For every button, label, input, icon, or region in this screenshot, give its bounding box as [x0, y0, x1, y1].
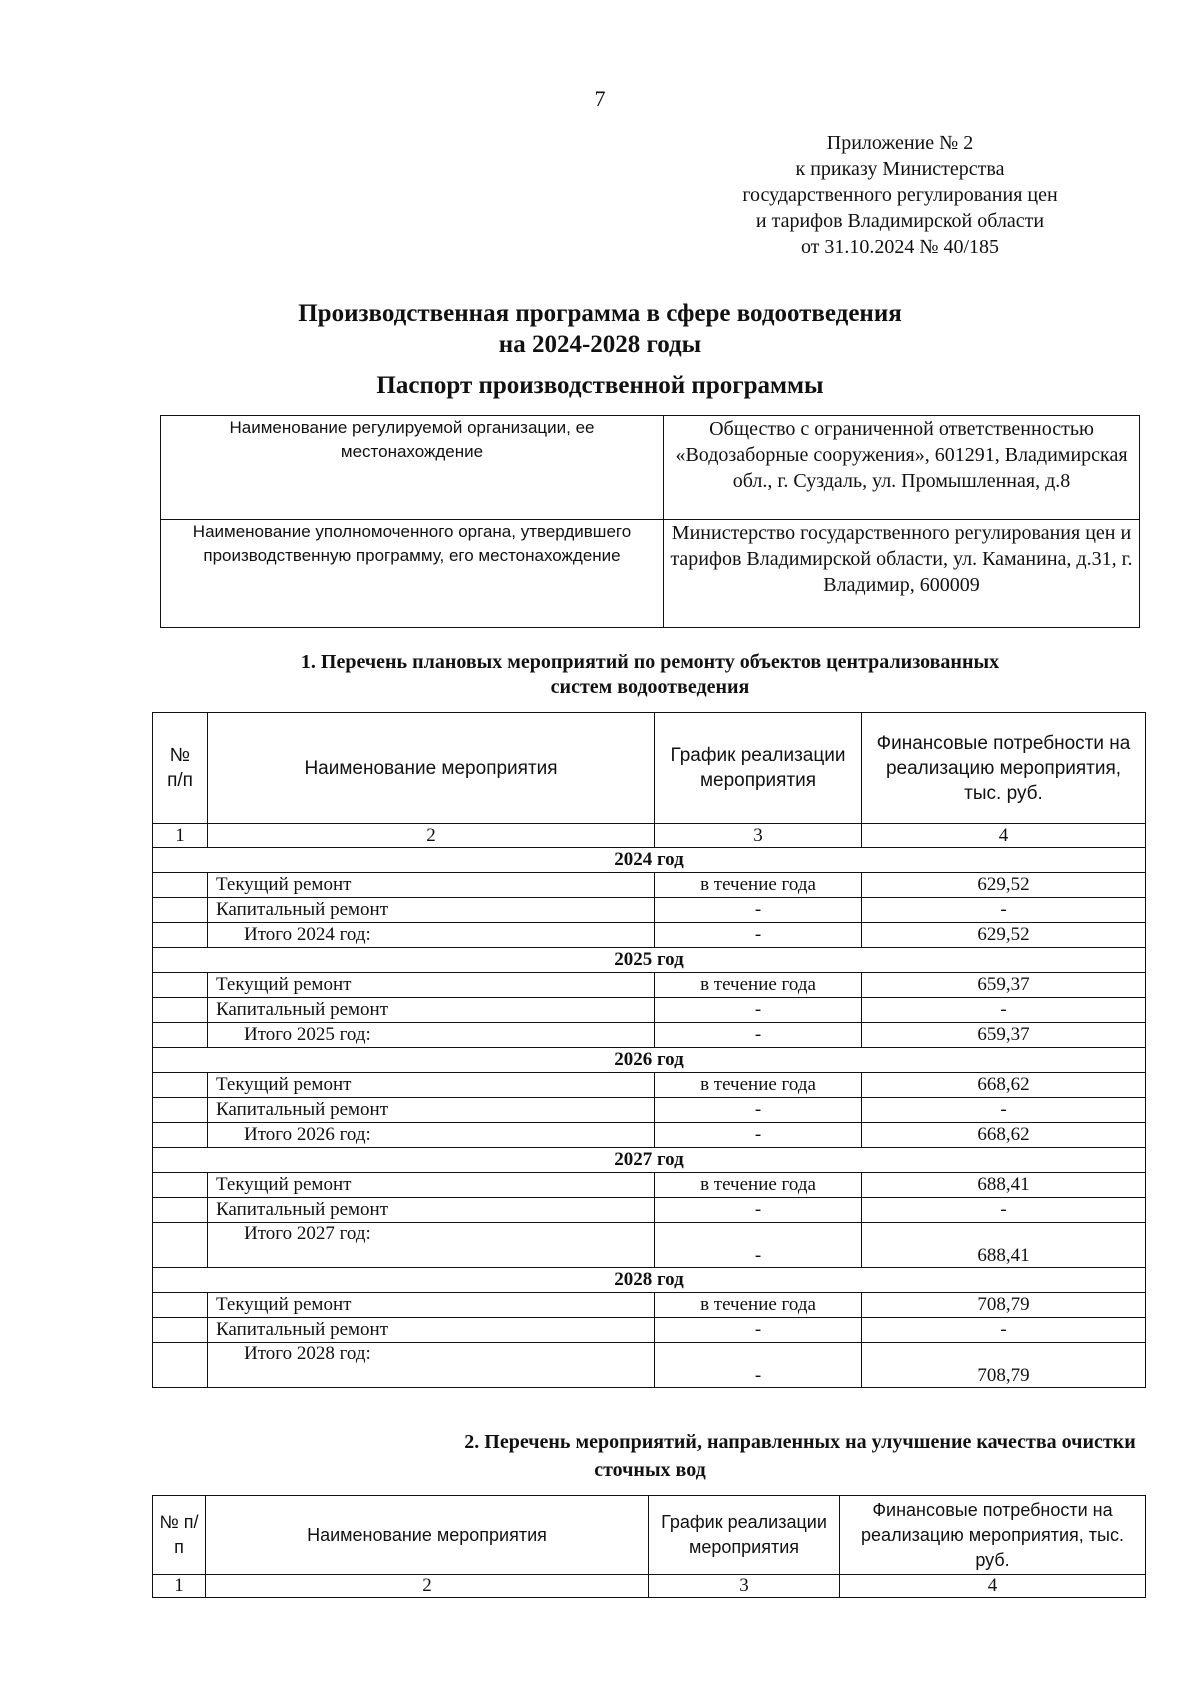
title-line-1: Производственная программа в сфере водоотведения — [298, 300, 902, 327]
row-schedule: в течение года — [655, 1173, 862, 1198]
row-schedule: - — [655, 1098, 862, 1123]
header-name: Наименование мероприятия — [206, 1496, 649, 1575]
section-2-title-line: сточных вод — [594, 1459, 706, 1481]
repairs-table — [152, 712, 1146, 1388]
row-schedule: - — [655, 1023, 862, 1048]
table-row — [153, 1318, 1146, 1343]
appendix-line: и тарифов Владимирской области — [755, 210, 1045, 232]
header-finance: Финансовые потребности на реализацию мероприятия, тыс. руб. — [862, 713, 1146, 824]
table-row — [153, 1073, 1146, 1098]
row-name: Итого 2026 год: — [208, 1123, 655, 1148]
column-number: 4 — [840, 1575, 1146, 1598]
table-row — [153, 1023, 1146, 1048]
row-number — [153, 1098, 208, 1123]
passport-row — [161, 416, 1140, 520]
row-name: Капитальный ремонт — [208, 898, 655, 923]
row-number — [153, 1123, 208, 1148]
year-row — [153, 948, 1146, 973]
passport-label: Наименование регулируемой организации, ее местонахождение — [161, 416, 664, 520]
row-number — [153, 1073, 208, 1098]
table-row — [153, 1293, 1146, 1318]
row-schedule: в течение года — [655, 1073, 862, 1098]
row-schedule: в течение года — [655, 973, 862, 998]
column-number: 2 — [208, 824, 655, 848]
table-row — [153, 923, 1146, 948]
appendix-line: к приказу Министерства — [795, 158, 1005, 180]
row-value: 688,41 — [862, 1223, 1146, 1268]
section-1-title-line: систем водоотведения — [550, 676, 750, 698]
header-num: № п/п — [153, 713, 208, 824]
title-line-2: на 2024-2028 годы — [498, 331, 702, 358]
table-row — [153, 1098, 1146, 1123]
year-label: 2026 год — [153, 1048, 1146, 1073]
row-number — [153, 1318, 208, 1343]
row-number — [153, 973, 208, 998]
year-row — [153, 1048, 1146, 1073]
row-name: Текущий ремонт — [208, 973, 655, 998]
row-value: 629,52 — [862, 873, 1146, 898]
row-name: Итого 2027 год: — [208, 1223, 655, 1268]
row-name: Капитальный ремонт — [208, 1198, 655, 1223]
row-value: 708,79 — [862, 1343, 1146, 1388]
row-number — [153, 1023, 208, 1048]
row-name: Капитальный ремонт — [208, 1318, 655, 1343]
row-number — [153, 898, 208, 923]
year-label: 2027 год — [153, 1148, 1146, 1173]
table-row — [153, 998, 1146, 1023]
appendix-block — [680, 130, 1120, 260]
row-name: Текущий ремонт — [208, 1293, 655, 1318]
table-row — [153, 1123, 1146, 1148]
row-number — [153, 1198, 208, 1223]
row-name: Итого 2024 год: — [208, 923, 655, 948]
row-schedule: - — [655, 898, 862, 923]
row-name: Капитальный ремонт — [208, 1098, 655, 1123]
table-row — [153, 873, 1146, 898]
table-header-row — [153, 1496, 1146, 1575]
row-number — [153, 1223, 208, 1268]
header-name: Наименование мероприятия — [208, 713, 655, 824]
passport-table — [160, 415, 1140, 628]
row-schedule: - — [655, 1318, 862, 1343]
passport-row — [161, 520, 1140, 628]
row-name: Текущий ремонт — [208, 1173, 655, 1198]
section-2-title-line: 2. Перечень мероприятий, направленных на улучшение качества очистки — [464, 1431, 1136, 1453]
header-finance: Финансовые потребности на реализацию мероприятия, тыс. руб. — [840, 1496, 1146, 1575]
section-1-title-line: 1. Перечень плановых мероприятий по ремонту объектов централизованных — [300, 651, 1000, 673]
passport-value: Министерство государственного регулирования цен и тарифов Владимирской области, ул. Каманина, д.31, г. Владимир, 600009 — [664, 520, 1140, 628]
row-schedule: - — [655, 1198, 862, 1223]
year-label: 2024 год — [153, 848, 1146, 873]
row-schedule: - — [655, 998, 862, 1023]
row-value: 708,79 — [862, 1293, 1146, 1318]
column-number: 1 — [153, 824, 208, 848]
section-1-title — [160, 650, 1140, 700]
row-value: 659,37 — [862, 973, 1146, 998]
appendix-line: Приложение № 2 — [826, 132, 974, 154]
header-schedule: График реализации мероприятия — [655, 713, 862, 824]
row-number — [153, 1343, 208, 1388]
column-number: 4 — [862, 824, 1146, 848]
row-name: Итого 2028 год: — [208, 1343, 655, 1388]
table-header-row — [153, 713, 1146, 824]
year-row — [153, 1268, 1146, 1293]
row-number — [153, 923, 208, 948]
passport-value: Общество с ограниченной ответственностью «Водозаборные сооружения», 601291, Владимирская обл., г. Суздаль, ул. Промышленная, д.8 — [664, 416, 1140, 520]
row-name: Текущий ремонт — [208, 873, 655, 898]
row-value: 659,37 — [862, 1023, 1146, 1048]
header-schedule: График реализации мероприятия — [649, 1496, 840, 1575]
column-number: 3 — [649, 1575, 840, 1598]
row-schedule: - — [655, 1223, 862, 1268]
appendix-line: от 31.10.2024 № 40/185 — [800, 236, 1000, 258]
row-name: Капитальный ремонт — [208, 998, 655, 1023]
row-value: - — [862, 898, 1146, 923]
year-row — [153, 848, 1146, 873]
passport-label: Наименование уполномоченного органа, утвердившего производственную программу, его местонахождение — [161, 520, 664, 628]
year-label: 2028 год — [153, 1268, 1146, 1293]
row-value: - — [862, 1198, 1146, 1223]
row-value: - — [862, 1318, 1146, 1343]
appendix-line: государственного регулирования цен — [742, 184, 1058, 206]
year-label: 2025 год — [153, 948, 1146, 973]
row-value: 688,41 — [862, 1173, 1146, 1198]
table-row — [153, 1343, 1146, 1388]
row-value: 668,62 — [862, 1123, 1146, 1148]
column-number-row — [153, 1575, 1146, 1598]
quality-table — [152, 1495, 1146, 1598]
page-number: 7 — [594, 86, 606, 111]
row-schedule: - — [655, 923, 862, 948]
row-value: 629,52 — [862, 923, 1146, 948]
row-number — [153, 1173, 208, 1198]
table-row — [153, 1223, 1146, 1268]
column-number: 3 — [655, 824, 862, 848]
table-row — [153, 1198, 1146, 1223]
row-value: 668,62 — [862, 1073, 1146, 1098]
document-title — [0, 298, 1200, 360]
row-value: - — [862, 1098, 1146, 1123]
table-row — [153, 898, 1146, 923]
row-schedule: в течение года — [655, 873, 862, 898]
row-schedule: - — [655, 1343, 862, 1388]
section-2-title — [160, 1428, 1140, 1484]
table-row — [153, 1173, 1146, 1198]
row-number — [153, 1293, 208, 1318]
row-schedule: - — [655, 1123, 862, 1148]
row-number — [153, 873, 208, 898]
column-number: 1 — [153, 1575, 206, 1598]
column-number-row — [153, 824, 1146, 848]
row-value: - — [862, 998, 1146, 1023]
header-num: № п/п — [153, 1496, 206, 1575]
row-name: Итого 2025 год: — [208, 1023, 655, 1048]
column-number: 2 — [206, 1575, 649, 1598]
passport-heading: Паспорт производственной программы — [376, 372, 824, 399]
row-number — [153, 998, 208, 1023]
row-name: Текущий ремонт — [208, 1073, 655, 1098]
row-schedule: в течение года — [655, 1293, 862, 1318]
year-row — [153, 1148, 1146, 1173]
table-row — [153, 973, 1146, 998]
